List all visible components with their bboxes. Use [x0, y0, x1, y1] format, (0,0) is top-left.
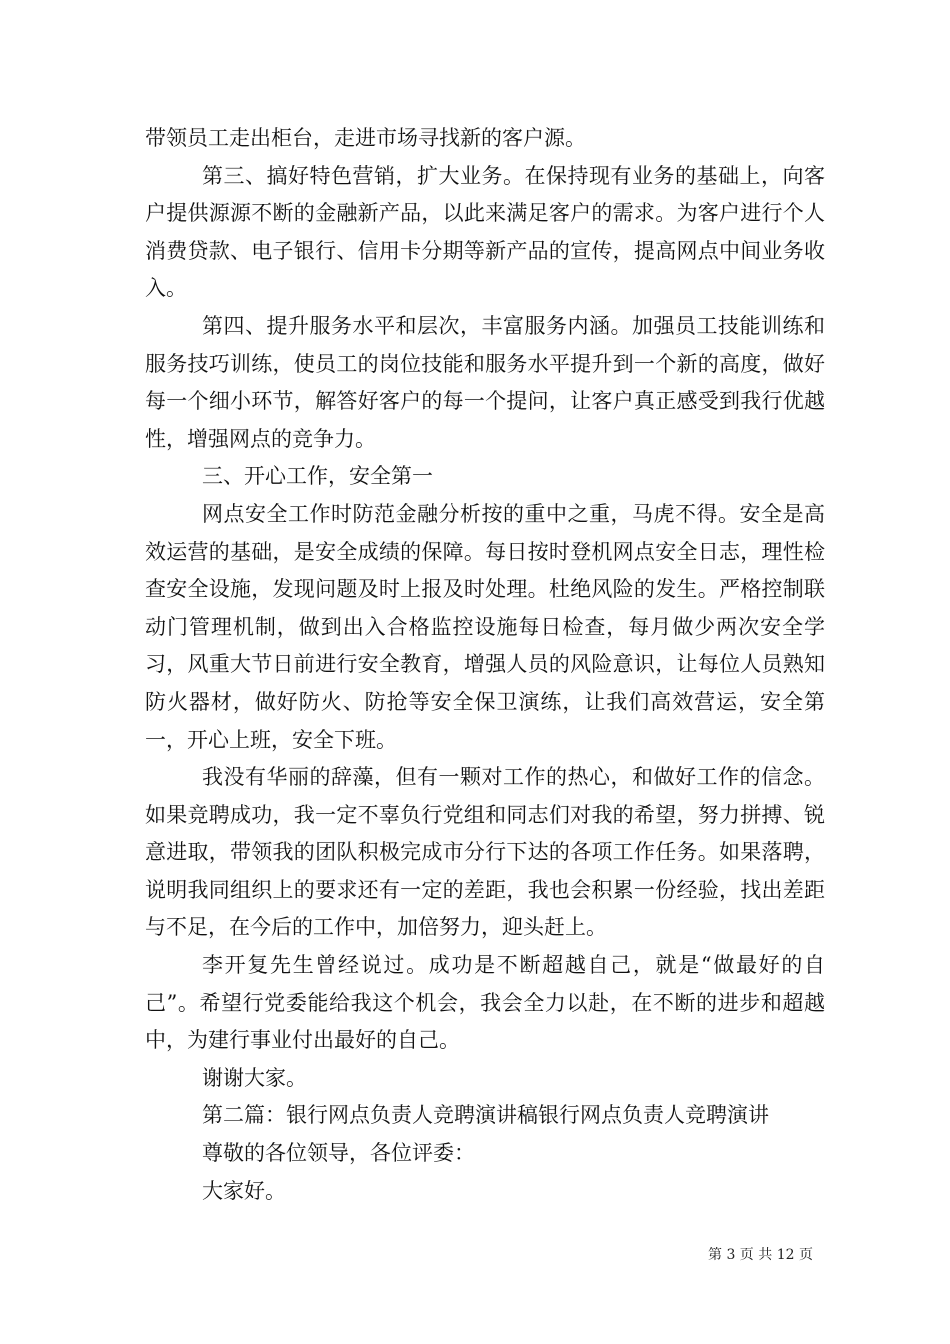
- paragraph-marketing: 第三、搞好特色营销，扩大业务。在保持现有业务的基础上，向客户提供源源不断的金融新产品，以此来满足客户的需求。为客户进行个人消费贷款、电子银行、信用卡分期等新产品的宣传，提高网点中间业务收入。: [145, 163, 825, 301]
- page-number: 第 3 页 共 12 页: [708, 1247, 813, 1263]
- document-body: [145, 120, 825, 1210]
- paragraph-second-title: 第二篇：银行网点负责人竞聘演讲稿银行网点负责人竞聘演讲: [202, 1103, 769, 1128]
- paragraph-quote: 李开复先生曾经说过。成功是不断超越自己，就是“做最好的自己”。希望行党委能给我这个机会，我会全力以赴，在不断的进步和超越中，为建行事业付出最好的自己。: [145, 953, 825, 1053]
- paragraph-thanks: 谢谢大家。: [202, 1065, 307, 1090]
- paragraph-commitment: 我没有华丽的辞藻，但有一颗对工作的热心，和做好工作的信念。如果竞聘成功，我一定不辜负行党组和同志们对我的希望，努力拼搏、锐意进取，带领我的团队积极完成市分行下达的各项工作任务。如果落聘，说明我同组织上的要求还有一定的差距，我也会积累一份经验，找出差距与不足，在今后的工作中，加倍努力，迎头赶上。: [145, 765, 825, 940]
- section-heading-safety: 三、开心工作，安全第一: [202, 464, 433, 489]
- paragraph-continuation: 带领员工走出柜台，走进市场寻找新的客户源。: [145, 126, 586, 150]
- paragraph-salutation: 尊敬的各位领导，各位评委：: [202, 1141, 475, 1166]
- paragraph-greeting: 大家好。: [202, 1178, 286, 1203]
- paragraph-safety: 网点安全工作时防范金融分析按的重中之重，马虎不得。安全是高效运营的基础，是安全成绩的保障。每日按时登机网点安全日志，理性检查安全设施，发现问题及时上报及时处理。杜绝风险的发生。严格控制联动门管理机制，做到出入合格监控设施每日检查，每月做少两次安全学习，风重大节日前进行安全教育，增强人员的风险意识，让每位人员熟知防火器材，做好防火、防抢等安全保卫演练，让我们高效营运，安全第一，开心上班，安全下班。: [145, 501, 825, 752]
- paragraph-service: 第四、提升服务水平和层次，丰富服务内涵。加强员工技能训练和服务技巧训练，使员工的岗位技能和服务水平提升到一个新的高度，做好每一个细小环节，解答好客户的每一个提问，让客户真正感受到我行优越性，增强网点的竞争力。: [145, 313, 825, 451]
